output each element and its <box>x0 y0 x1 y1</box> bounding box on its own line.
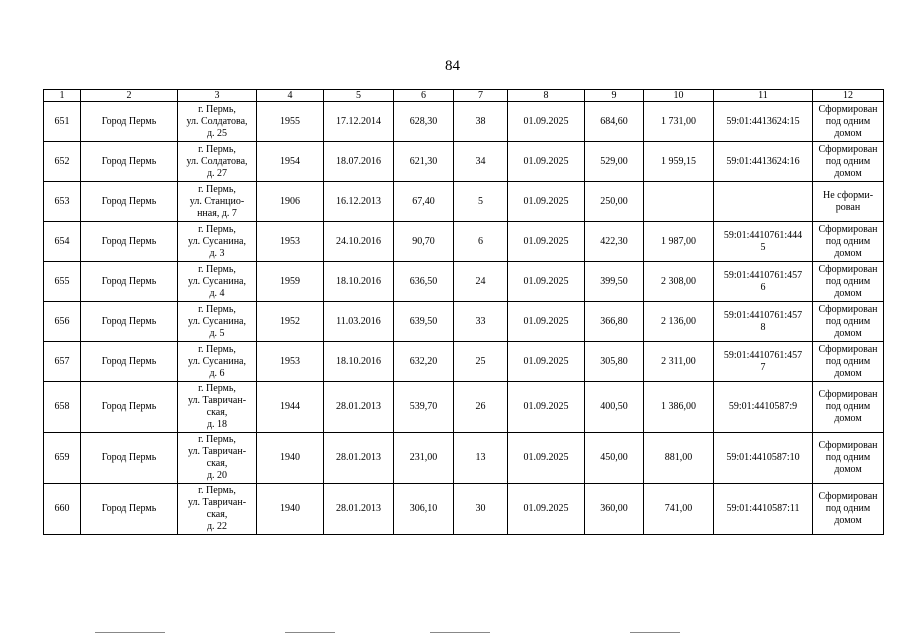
cell-land-area: 422,30 <box>585 222 644 262</box>
cell-cadastral-number: 59:01:4410587:11 <box>714 484 813 535</box>
cell-land-area: 529,00 <box>585 142 644 182</box>
cell-municipality: Город Пермь <box>81 182 178 222</box>
cell-land-status: Сформирован под одним домом <box>813 484 884 535</box>
cell-municipality: Город Пермь <box>81 433 178 484</box>
cell-row-number: 656 <box>44 302 81 342</box>
cell-cadastral-value: 1 386,00 <box>644 382 714 433</box>
cell-land-area: 366,80 <box>585 302 644 342</box>
scan-artifact-line <box>430 632 490 633</box>
cell-address: г. Пермь, ул. Тавричан- ская, д. 20 <box>178 433 257 484</box>
cell-cadastral-number: 59:01:4410587:9 <box>714 382 813 433</box>
cell-cadastral-value: 1 731,00 <box>644 102 714 142</box>
column-header: 2 <box>81 90 178 102</box>
cell-relocation-date: 01.09.2025 <box>508 262 585 302</box>
cell-residents: 38 <box>454 102 508 142</box>
cell-land-area: 250,00 <box>585 182 644 222</box>
cell-build-year: 1952 <box>257 302 324 342</box>
cell-build-year: 1906 <box>257 182 324 222</box>
cell-row-number: 655 <box>44 262 81 302</box>
scan-artifact-line <box>630 632 680 633</box>
cell-cadastral-number: 59:01:4410761:444 5 <box>714 222 813 262</box>
cell-build-year: 1959 <box>257 262 324 302</box>
cell-address: г. Пермь, ул. Солдатова, д. 25 <box>178 102 257 142</box>
cell-municipality: Город Пермь <box>81 222 178 262</box>
cell-residents: 13 <box>454 433 508 484</box>
cell-cadastral-number: 59:01:4410761:457 8 <box>714 302 813 342</box>
cell-land-area: 305,80 <box>585 342 644 382</box>
cell-residents: 24 <box>454 262 508 302</box>
cell-inspection-date: 11.03.2016 <box>324 302 394 342</box>
column-header: 9 <box>585 90 644 102</box>
cell-row-number: 660 <box>44 484 81 535</box>
registry-table <box>43 89 884 535</box>
cell-row-number: 653 <box>44 182 81 222</box>
cell-address: г. Пермь, ул. Тавричан- ская, д. 22 <box>178 484 257 535</box>
cell-relocation-date: 01.09.2025 <box>508 182 585 222</box>
scan-artifact-line <box>95 632 165 633</box>
cell-cadastral-value: 741,00 <box>644 484 714 535</box>
cell-cadastral-number <box>714 182 813 222</box>
table-body <box>44 102 884 535</box>
cell-address: г. Пермь, ул. Сусанина, д. 3 <box>178 222 257 262</box>
cell-municipality: Город Пермь <box>81 262 178 302</box>
cell-relocation-date: 01.09.2025 <box>508 102 585 142</box>
cell-land-status: Сформирован под одним домом <box>813 302 884 342</box>
column-header: 6 <box>394 90 454 102</box>
cell-land-status: Не сформи- рован <box>813 182 884 222</box>
cell-land-area: 360,00 <box>585 484 644 535</box>
cell-cadastral-value: 1 987,00 <box>644 222 714 262</box>
column-header: 1 <box>44 90 81 102</box>
cell-address: г. Пермь, ул. Сусанина, д. 6 <box>178 342 257 382</box>
cell-address: г. Пермь, ул. Сусанина, д. 4 <box>178 262 257 302</box>
cell-cadastral-value <box>644 182 714 222</box>
cell-build-year: 1940 <box>257 484 324 535</box>
cell-area: 90,70 <box>394 222 454 262</box>
cell-inspection-date: 18.10.2016 <box>324 262 394 302</box>
cell-inspection-date: 24.10.2016 <box>324 222 394 262</box>
cell-row-number: 651 <box>44 102 81 142</box>
cell-row-number: 652 <box>44 142 81 182</box>
cell-address: г. Пермь, ул. Солдатова, д. 27 <box>178 142 257 182</box>
cell-cadastral-value: 2 311,00 <box>644 342 714 382</box>
cell-relocation-date: 01.09.2025 <box>508 222 585 262</box>
cell-inspection-date: 16.12.2013 <box>324 182 394 222</box>
table-row <box>44 302 884 342</box>
cell-row-number: 659 <box>44 433 81 484</box>
cell-area: 306,10 <box>394 484 454 535</box>
column-header: 8 <box>508 90 585 102</box>
cell-land-area: 400,50 <box>585 382 644 433</box>
column-header: 5 <box>324 90 394 102</box>
cell-cadastral-number: 59:01:4413624:16 <box>714 142 813 182</box>
column-header: 7 <box>454 90 508 102</box>
cell-area: 628,30 <box>394 102 454 142</box>
cell-inspection-date: 28.01.2013 <box>324 433 394 484</box>
cell-relocation-date: 01.09.2025 <box>508 433 585 484</box>
table-row <box>44 382 884 433</box>
scan-artifact-line <box>285 632 335 633</box>
page-number: 84 <box>445 58 460 74</box>
cell-land-status: Сформирован под одним домом <box>813 262 884 302</box>
table-row <box>44 142 884 182</box>
cell-area: 539,70 <box>394 382 454 433</box>
cell-area: 632,20 <box>394 342 454 382</box>
cell-row-number: 654 <box>44 222 81 262</box>
cell-cadastral-value: 2 136,00 <box>644 302 714 342</box>
cell-municipality: Город Пермь <box>81 342 178 382</box>
cell-residents: 30 <box>454 484 508 535</box>
cell-inspection-date: 28.01.2013 <box>324 484 394 535</box>
cell-residents: 26 <box>454 382 508 433</box>
cell-row-number: 658 <box>44 382 81 433</box>
cell-cadastral-number: 59:01:4410587:10 <box>714 433 813 484</box>
header-row <box>44 90 884 102</box>
cell-area: 231,00 <box>394 433 454 484</box>
cell-build-year: 1953 <box>257 342 324 382</box>
cell-cadastral-number: 59:01:4413624:15 <box>714 102 813 142</box>
cell-cadastral-value: 2 308,00 <box>644 262 714 302</box>
table-row <box>44 484 884 535</box>
cell-build-year: 1940 <box>257 433 324 484</box>
cell-land-area: 450,00 <box>585 433 644 484</box>
cell-address: г. Пермь, ул. Тавричан- ская, д. 18 <box>178 382 257 433</box>
cell-area: 636,50 <box>394 262 454 302</box>
cell-inspection-date: 18.07.2016 <box>324 142 394 182</box>
cell-land-status: Сформирован под одним домом <box>813 433 884 484</box>
cell-relocation-date: 01.09.2025 <box>508 142 585 182</box>
table-row <box>44 433 884 484</box>
cell-municipality: Город Пермь <box>81 102 178 142</box>
cell-residents: 34 <box>454 142 508 182</box>
cell-residents: 5 <box>454 182 508 222</box>
table-row <box>44 342 884 382</box>
cell-residents: 25 <box>454 342 508 382</box>
cell-inspection-date: 28.01.2013 <box>324 382 394 433</box>
cell-residents: 33 <box>454 302 508 342</box>
cell-land-status: Сформирован под одним домом <box>813 142 884 182</box>
cell-relocation-date: 01.09.2025 <box>508 342 585 382</box>
cell-build-year: 1954 <box>257 142 324 182</box>
cell-cadastral-number: 59:01:4410761:457 6 <box>714 262 813 302</box>
table-row <box>44 262 884 302</box>
cell-build-year: 1944 <box>257 382 324 433</box>
cell-cadastral-number: 59:01:4410761:457 7 <box>714 342 813 382</box>
cell-relocation-date: 01.09.2025 <box>508 484 585 535</box>
cell-land-status: Сформирован под одним домом <box>813 102 884 142</box>
cell-cadastral-value: 1 959,15 <box>644 142 714 182</box>
cell-municipality: Город Пермь <box>81 484 178 535</box>
cell-build-year: 1955 <box>257 102 324 142</box>
table-row <box>44 182 884 222</box>
cell-address: г. Пермь, ул. Станцио- нная, д. 7 <box>178 182 257 222</box>
cell-area: 639,50 <box>394 302 454 342</box>
column-header: 10 <box>644 90 714 102</box>
cell-land-area: 399,50 <box>585 262 644 302</box>
cell-area: 67,40 <box>394 182 454 222</box>
cell-area: 621,30 <box>394 142 454 182</box>
column-header: 11 <box>714 90 813 102</box>
cell-address: г. Пермь, ул. Сусанина, д. 5 <box>178 302 257 342</box>
cell-municipality: Город Пермь <box>81 302 178 342</box>
cell-relocation-date: 01.09.2025 <box>508 382 585 433</box>
cell-municipality: Город Пермь <box>81 142 178 182</box>
cell-residents: 6 <box>454 222 508 262</box>
cell-relocation-date: 01.09.2025 <box>508 302 585 342</box>
cell-land-status: Сформирован под одним домом <box>813 222 884 262</box>
cell-land-area: 684,60 <box>585 102 644 142</box>
cell-inspection-date: 17.12.2014 <box>324 102 394 142</box>
cell-row-number: 657 <box>44 342 81 382</box>
cell-land-status: Сформирован под одним домом <box>813 342 884 382</box>
table-row <box>44 102 884 142</box>
column-header: 3 <box>178 90 257 102</box>
cell-inspection-date: 18.10.2016 <box>324 342 394 382</box>
table-row <box>44 222 884 262</box>
column-header: 12 <box>813 90 884 102</box>
cell-land-status: Сформирован под одним домом <box>813 382 884 433</box>
cell-cadastral-value: 881,00 <box>644 433 714 484</box>
cell-build-year: 1953 <box>257 222 324 262</box>
column-header: 4 <box>257 90 324 102</box>
cell-municipality: Город Пермь <box>81 382 178 433</box>
